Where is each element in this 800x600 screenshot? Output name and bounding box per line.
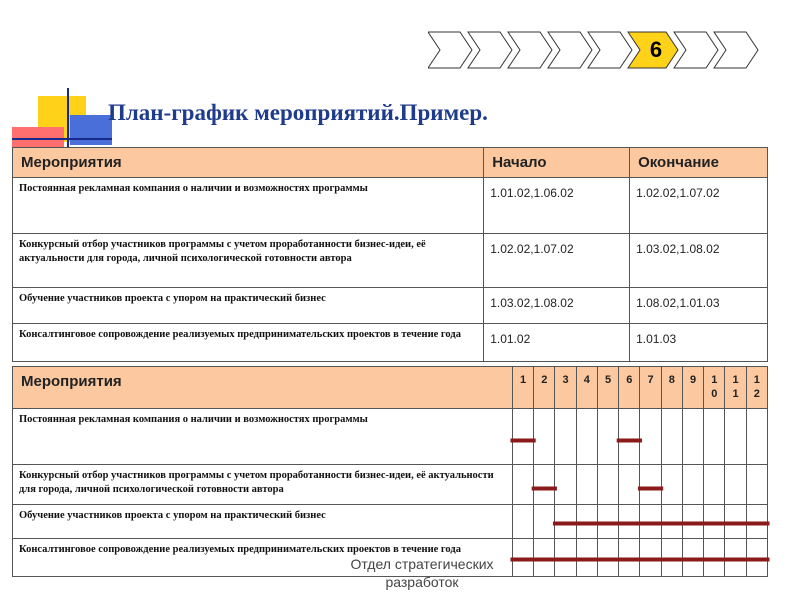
gantt-header-row <box>13 367 768 409</box>
step-chevron-3 <box>508 32 552 68</box>
step-chevron-5 <box>588 32 632 68</box>
start-date-cell: 1.01.02,1.06.02 <box>484 178 630 234</box>
activity-cell: Обучение участников проекта с упором на практический бизнес <box>13 288 484 324</box>
month-header-9: 9 <box>682 367 703 409</box>
step-chevron-2 <box>468 32 512 68</box>
start-date-cell: 1.01.02 <box>484 324 630 362</box>
month-header-10: 1 0 <box>704 367 725 409</box>
month-header-2: 2 <box>534 367 555 409</box>
decor-line-horizontal <box>12 138 112 140</box>
step-chevron-7 <box>674 32 718 68</box>
step-chevrons <box>428 30 768 70</box>
activity-cell: Конкурсный отбор участников программы с учетом проработанности бизнес-идеи, её актуальности для города, личной психологической готовности автора <box>13 234 484 288</box>
footer-line-2: разработок <box>385 574 459 590</box>
column-header-start: Начало <box>484 148 630 178</box>
month-header-5: 5 <box>597 367 618 409</box>
month-header-11: 1 1 <box>725 367 746 409</box>
decor-square-blue <box>70 115 112 145</box>
month-header-6: 6 <box>619 367 640 409</box>
gantt-activity-cell: Обучение участников проекта с упором на практический бизнес <box>13 505 513 539</box>
end-date-cell: 1.08.02,1.01.03 <box>630 288 768 324</box>
schedule-header-row <box>13 148 768 178</box>
table-row <box>13 178 768 234</box>
end-date-cell: 1.03.02,1.08.02 <box>630 234 768 288</box>
table-row <box>13 234 768 288</box>
month-header-3: 3 <box>555 367 576 409</box>
end-date-cell: 1.01.03 <box>630 324 768 362</box>
page-title: План-график мероприятий.Пример. <box>108 100 488 125</box>
step-number: 6 <box>649 37 663 62</box>
column-header-activity: Мероприятия <box>13 148 484 178</box>
schedule-table <box>12 147 768 362</box>
step-chevron-1 <box>428 32 472 68</box>
table-row <box>13 288 768 324</box>
activity-cell: Постоянная рекламная компания о наличии и возможностях программы <box>13 178 484 234</box>
start-date-cell: 1.03.02,1.08.02 <box>484 288 630 324</box>
table-row <box>13 409 768 465</box>
column-header-end: Окончание <box>630 148 768 178</box>
month-header-12: 1 2 <box>746 367 767 409</box>
month-header-8: 8 <box>661 367 682 409</box>
table-row <box>13 465 768 505</box>
activity-cell: Консалтинговое сопровождение реализуемых предпринимательских проектов в течение года <box>13 324 484 362</box>
step-progress <box>428 30 768 70</box>
footer-department <box>322 555 522 591</box>
step-chevron-8 <box>714 32 758 68</box>
end-date-cell: 1.02.02,1.07.02 <box>630 178 768 234</box>
month-header-1: 1 <box>512 367 533 409</box>
footer-line-1: Отдел стратегических <box>350 556 494 572</box>
gantt-header-activity: Мероприятия <box>13 367 513 409</box>
table-row <box>13 324 768 362</box>
step-chevron-4 <box>548 32 592 68</box>
table-row <box>13 505 768 539</box>
month-header-7: 7 <box>640 367 661 409</box>
gantt-activity-cell: Консалтинговое сопровождение реализуемых предпринимательских проектов в течение года <box>13 539 513 577</box>
gantt-table <box>12 366 768 577</box>
gantt-activity-cell: Конкурсный отбор участников программы с учетом проработанности бизнес-идеи, её актуальности для города, личной психологической готовности автора <box>13 465 513 505</box>
month-header-4: 4 <box>576 367 597 409</box>
gantt-activity-cell: Постоянная рекламная компания о наличии и возможностях программы <box>13 409 513 465</box>
start-date-cell: 1.02.02,1.07.02 <box>484 234 630 288</box>
